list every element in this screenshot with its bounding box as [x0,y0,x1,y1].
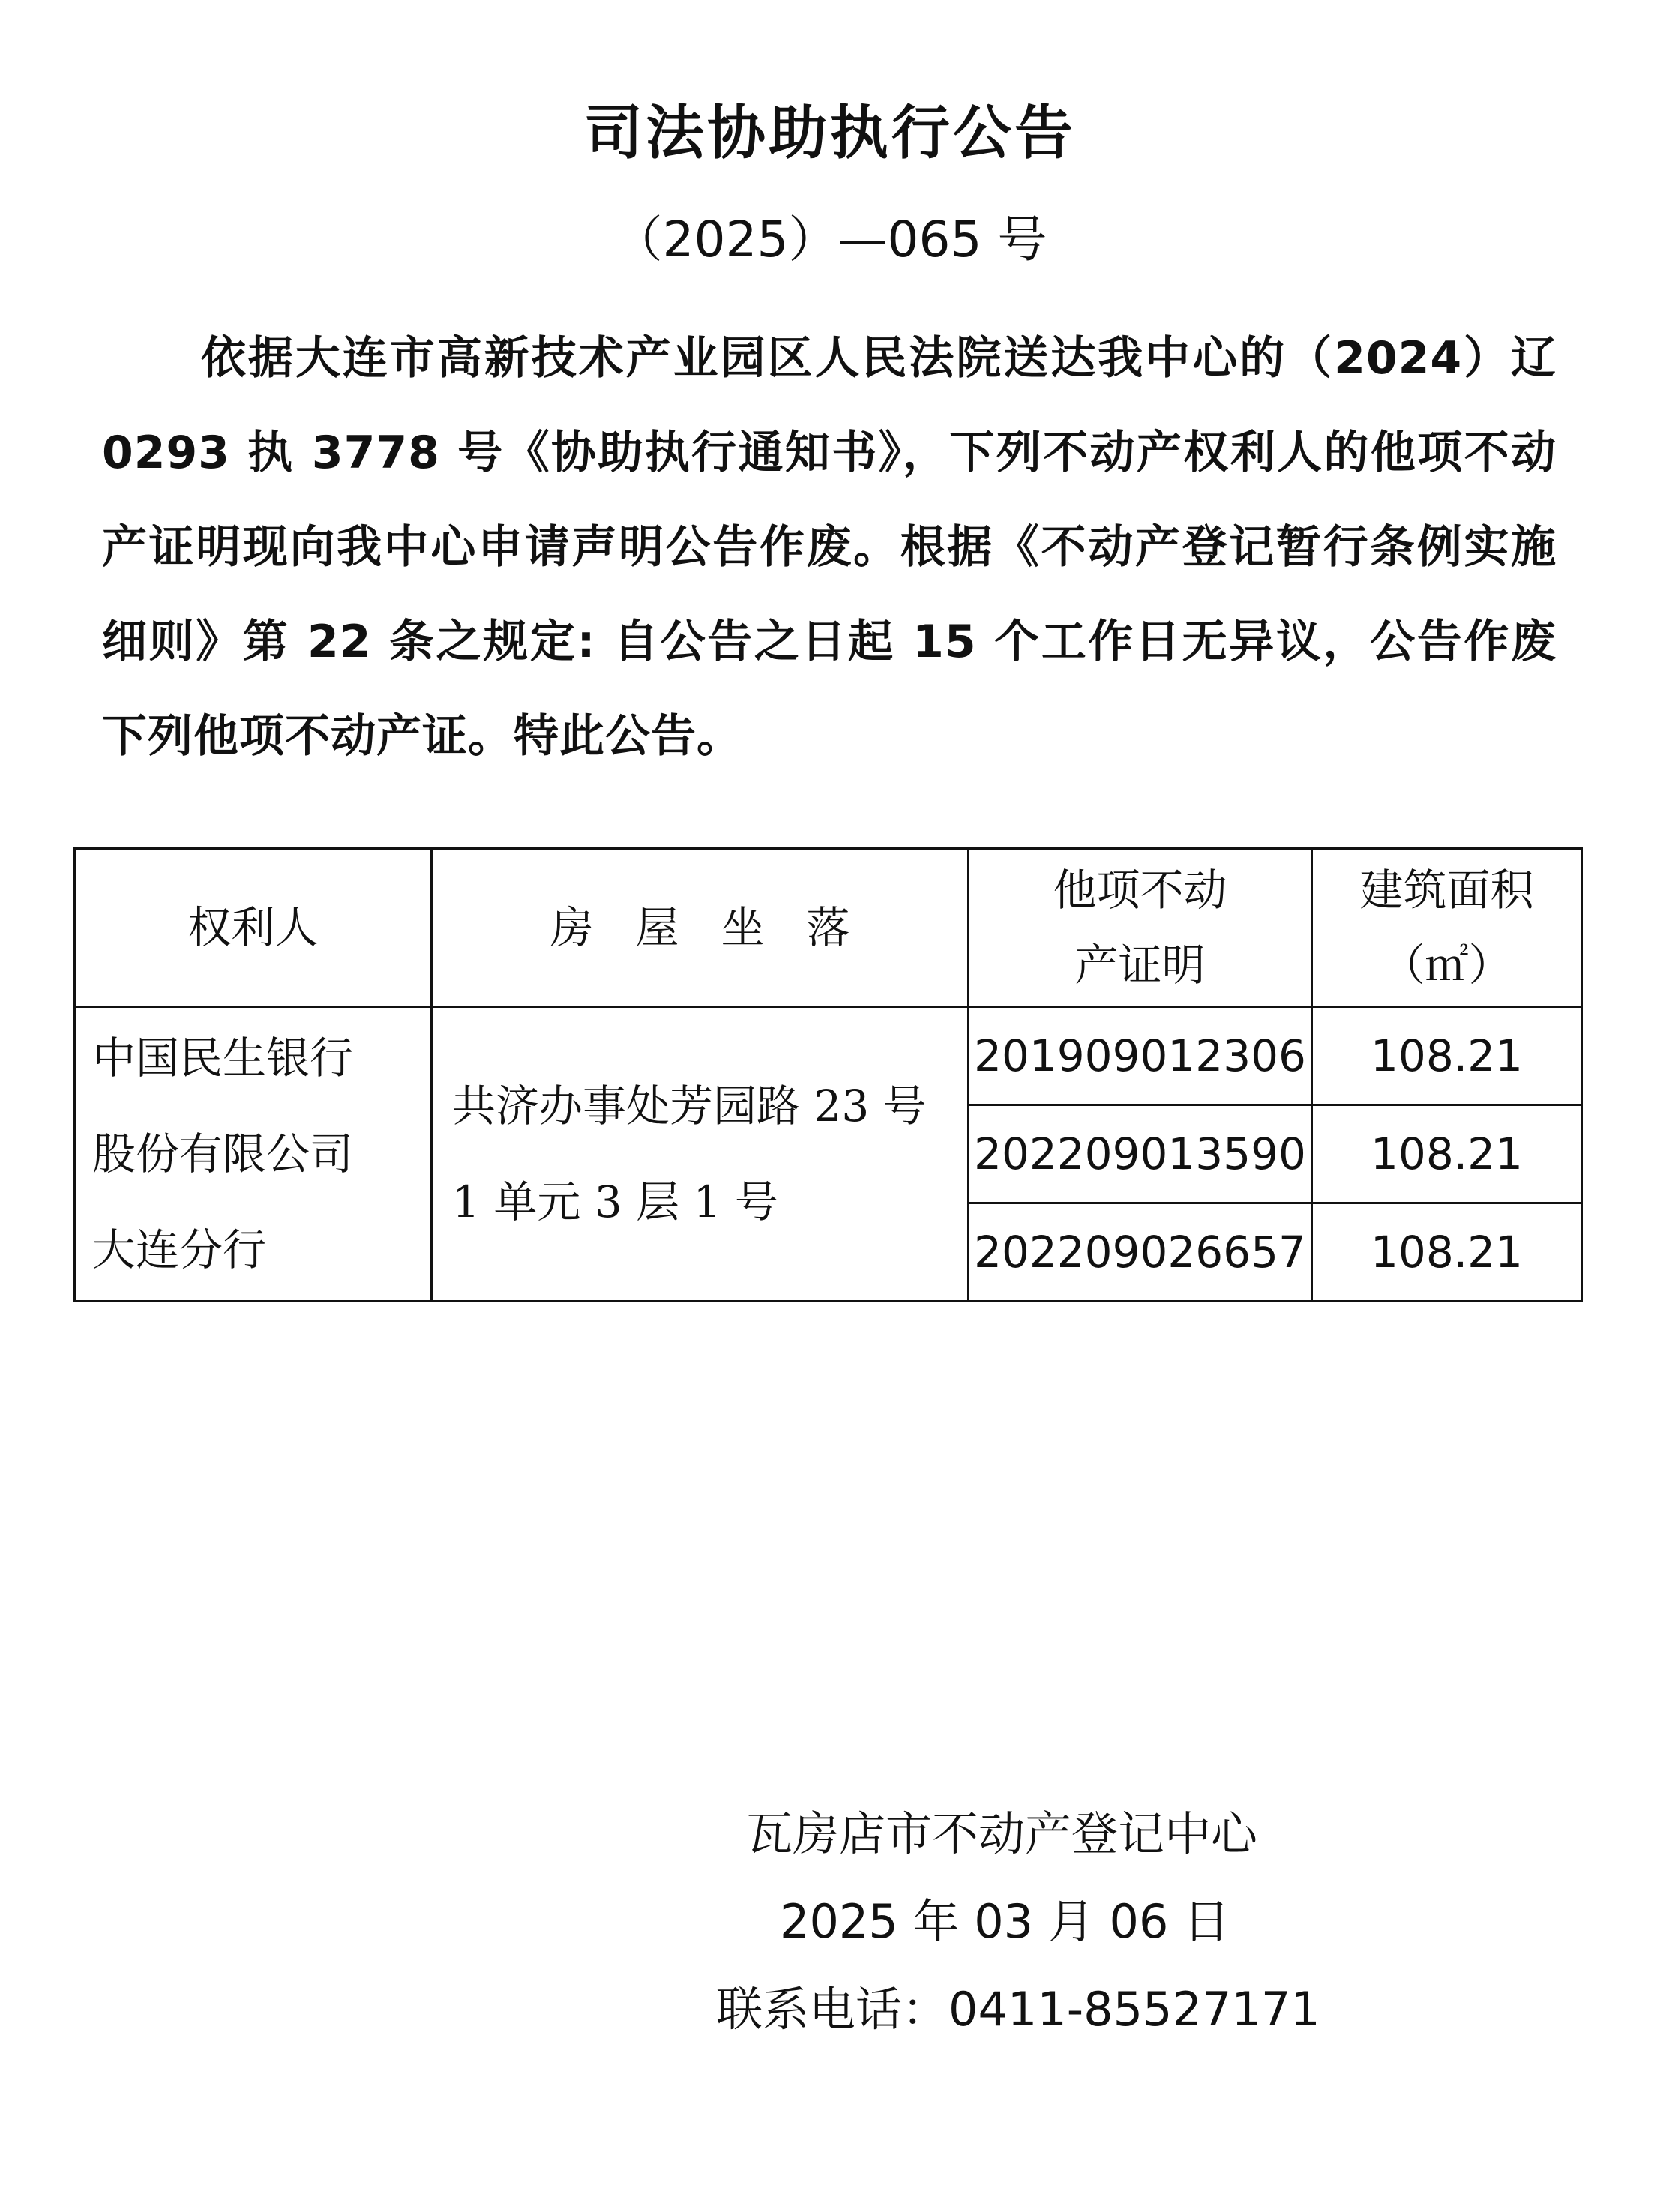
notice-title: 司法协助执行公告 [583,100,1076,167]
header-certificate-line2: 产证明 [1074,940,1206,991]
location-line: 共济办事处芳园路 23 号 [452,1081,927,1131]
table-header-row [75,849,1582,1007]
location-line: 1 单元 3 层 1 号 [452,1176,778,1227]
owner-cell [75,1007,432,1302]
header-certificate-line1: 他项不动 [1053,865,1227,916]
contact-phone: 联系电话：0411-85527171 [716,1982,1320,2037]
location-cell [432,1007,969,1302]
header-certificate [969,849,1312,1007]
issue-date: 2025 年 03 月 06 日 [780,1894,1230,1949]
area-cell: 108.21 [1312,1007,1582,1105]
header-area [1312,849,1582,1007]
owner-line: 股份有限公司 [92,1128,354,1179]
header-owner [75,849,432,1007]
header-owner-label: 权利人 [187,902,319,953]
certificate-table [73,847,1583,1302]
table-row [75,1007,1582,1105]
header-location-label: 房屋坐落 [550,902,892,953]
issuer-name: 瓦房店市不动产登记中心 [746,1806,1258,1861]
header-area-line1: 建筑面积 [1359,865,1534,916]
certificate-number-cell: 202209026657 [969,1203,1312,1302]
document-number: （2025）—065 号 [613,211,1047,268]
certificate-number-cell: 202209013590 [969,1105,1312,1203]
header-area-line2: （㎡） [1381,940,1512,991]
owner-line: 中国民生银行 [92,1033,354,1084]
owner-line: 大连分行 [92,1224,267,1275]
certificate-number-cell: 201909012306 [969,1007,1312,1105]
area-cell: 108.21 [1312,1203,1582,1302]
header-location [432,849,969,1007]
notice-body-paragraph: 依据大连市高新技术产业园区人民法院送达我中心的（2024）辽 0293 执 3778 号《协助执行通知书》，下列不动产权利人的他项不动产证明现向我中心申请声明公告作废。根据《不动产登记暂行条例实施细则》第 22 条之规定: 自公告之日起 15 个工作日无异议，公告作废下列他项不动产证。特此公告。 [102,332,1557,763]
area-cell: 108.21 [1312,1105,1582,1203]
